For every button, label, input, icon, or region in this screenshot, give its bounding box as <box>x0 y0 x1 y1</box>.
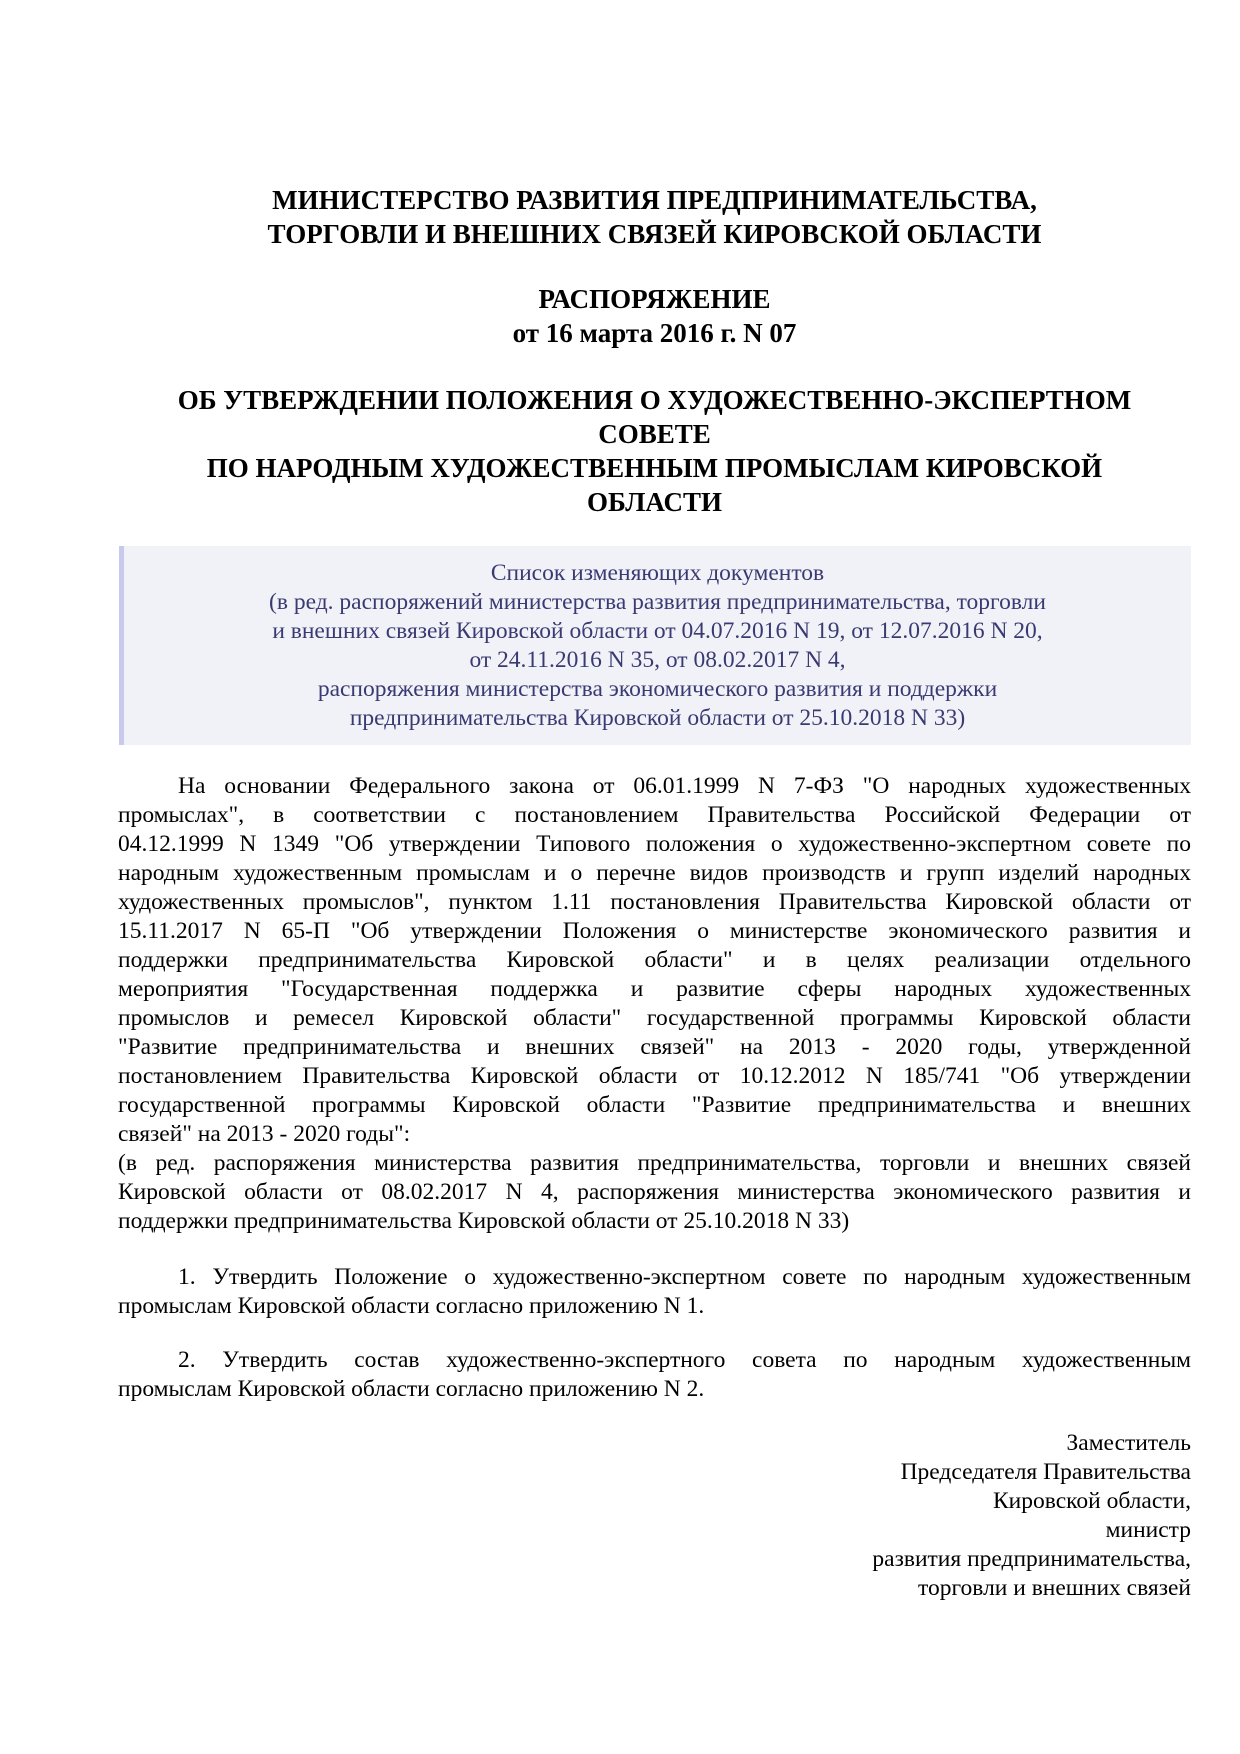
signature-line: Заместитель <box>1066 1430 1191 1456</box>
text-line: художественных промыслов", пунктом 1.11 постановления Правительства Кировской области от <box>118 889 1191 915</box>
subject-line: ОБ УТВЕРЖДЕНИИ ПОЛОЖЕНИЯ О ХУДОЖЕСТВЕННО-ЭКСПЕРТНОМ <box>177 385 1132 415</box>
subject-line: ПО НАРОДНЫМ ХУДОЖЕСТВЕННЫМ ПРОМЫСЛАМ КИРОВСКОЙ <box>206 453 1103 483</box>
ministry-line: МИНИСТЕРСТВО РАЗВИТИЯ ПРЕДПРИНИМАТЕЛЬСТВА, <box>272 185 1037 215</box>
signature-line: министр <box>1105 1517 1191 1543</box>
text-line: постановлением Правительства Кировской области от 10.12.2012 N 185/741 "Об утверждении <box>118 1063 1191 1089</box>
item-2 <box>118 1346 1191 1404</box>
text-line: На основании Федерального закона от 06.01.1999 N 7-ФЗ "О народных художественных <box>178 773 1191 799</box>
document-heading <box>118 282 1191 350</box>
text-line: (в ред. распоряжения министерства развития предпринимательства, торговли и внешних связей <box>118 1150 1191 1176</box>
amendments-title: Список изменяющих документов <box>490 560 825 586</box>
amendment-line: предпринимательства Кировской области от 25.10.2018 N 33) <box>349 705 966 731</box>
amendment-line: и внешних связей Кировской области от 04.07.2016 N 19, от 12.07.2016 N 20, <box>272 618 1043 644</box>
text-line: мероприятия "Государственная поддержка и развитие сферы народных художественных <box>118 976 1191 1002</box>
subject-line: ОБЛАСТИ <box>587 487 722 517</box>
text-line: 15.11.2017 N 65-П "Об утверждении Положения о министерстве экономического развития и <box>118 918 1191 944</box>
text-line: поддержки предпринимательства Кировской области от 25.10.2018 N 33) <box>118 1208 850 1234</box>
item-1 <box>118 1263 1191 1321</box>
preamble-amendment-note <box>118 1149 1191 1236</box>
text-line: промыслам Кировской области согласно приложению N 2. <box>118 1376 705 1402</box>
text-line: промыслах", в соответствии с постановлением Правительства Российской Федерации от <box>118 802 1191 828</box>
subject-line: СОВЕТЕ <box>598 419 711 449</box>
text-line: Кировской области от 08.02.2017 N 4, распоряжения министерства экономического развития и <box>118 1179 1191 1205</box>
amendment-line: распоряжения министерства экономического развития и поддержки <box>317 676 998 702</box>
amendment-line: (в ред. распоряжений министерства развития предпринимательства, торговли <box>269 589 1046 615</box>
text-line: народным художественным промыслам и о перечне видов производств и групп изделий народных <box>118 860 1191 886</box>
ministry-line: ТОРГОВЛИ И ВНЕШНИХ СВЯЗЕЙ КИРОВСКОЙ ОБЛАСТИ <box>267 219 1042 249</box>
signature-block <box>872 1429 1191 1603</box>
preamble-paragraph <box>118 772 1191 1149</box>
ministry-name <box>118 183 1191 251</box>
document-date: от 16 марта 2016 г. N 07 <box>512 318 797 348</box>
document-type: РАСПОРЯЖЕНИЕ <box>538 284 771 314</box>
text-line: поддержки предпринимательства Кировской области" и в целях реализации отдельного <box>118 947 1191 973</box>
text-line: промыслов и ремесел Кировской области" государственной программы Кировской области <box>118 1005 1191 1031</box>
text-line: 1. Утвердить Положение о художественно-экспертном совете по народным художественным <box>178 1264 1191 1290</box>
text-line: 04.12.1999 N 1349 "Об утверждении Типового положения о художественно-экспертном совете по <box>118 831 1191 857</box>
text-line: промыслам Кировской области согласно приложению N 1. <box>118 1293 705 1319</box>
text-line: связей" на 2013 - 2020 годы": <box>118 1121 411 1147</box>
signature-line: Председателя Правительства <box>900 1459 1191 1485</box>
amendment-line: от 24.11.2016 N 35, от 08.02.2017 N 4, <box>469 647 846 673</box>
amendments-box <box>119 546 1191 745</box>
text-line: "Развитие предпринимательства и внешних связей" на 2013 - 2020 годы, утвержденной <box>118 1034 1191 1060</box>
text-line: государственной программы Кировской области "Развитие предпринимательства и внешних <box>118 1092 1191 1118</box>
signature-line: развития предпринимательства, <box>872 1546 1191 1572</box>
signature-line: Кировской области, <box>993 1488 1191 1514</box>
signature-line: торговли и внешних связей <box>918 1575 1191 1601</box>
text-line: 2. Утвердить состав художественно-экспертного совета по народным художественным <box>178 1347 1191 1373</box>
document-subject <box>118 383 1191 519</box>
